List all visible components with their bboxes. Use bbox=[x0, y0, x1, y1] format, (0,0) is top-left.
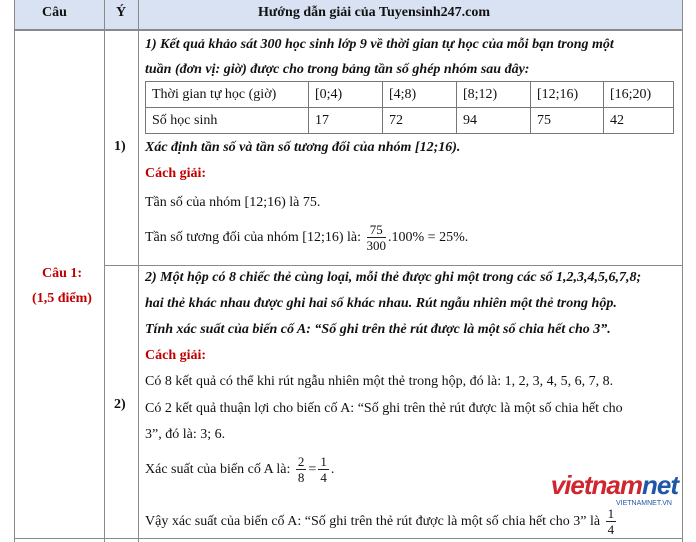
part1-answer-relative bbox=[145, 220, 468, 256]
header-guide: Hướng dẫn giải của Tuyensinh247.com bbox=[258, 5, 491, 20]
answer-text: Tần số tương đối của nhóm [12;16) là: bbox=[145, 230, 362, 245]
grid-line bbox=[104, 265, 683, 266]
grid-line bbox=[14, 538, 683, 539]
answer-text: . bbox=[330, 462, 335, 477]
table-cell: 42 bbox=[604, 108, 674, 134]
answer-text: Xác suất của biến cố A là: bbox=[145, 462, 291, 477]
part2-line: Có 8 kết quả có thể khi rút ngẫu nhiên một thẻ trong hộp, đó là: 1, 2, 3, 4, 5, 6, 7, 8. bbox=[145, 374, 614, 389]
part1-answer-frequency: Tần số của nhóm [12;16) là 75. bbox=[145, 195, 321, 210]
solution-label: Cách giải: bbox=[145, 166, 207, 181]
fraction-denominator: 4 bbox=[320, 470, 327, 486]
fraction-numerator: 2 bbox=[297, 454, 305, 470]
table-cell: [8;12) bbox=[457, 82, 531, 108]
part1-task: Xác định tần số và tần số tương đối của nhóm [12;16). bbox=[145, 140, 461, 155]
question-points: (1,5 điểm) bbox=[32, 291, 92, 306]
part2-prompt-cont: hai thẻ khác nhau được ghi hai số khác nhau. Rút ngẫu nhiên một thẻ trong hộp. bbox=[145, 296, 617, 311]
fraction-numerator: 75 bbox=[367, 222, 387, 238]
fraction-denominator: 4 bbox=[607, 522, 615, 537]
solution-label: Cách giải: bbox=[145, 348, 207, 363]
grid-line bbox=[138, 0, 139, 542]
table-cell: 72 bbox=[383, 108, 457, 134]
part2-prompt: 2) Một hộp có 8 chiếc thẻ cùng loại, mỗi thẻ được ghi một trong các số 1,2,3,4,5,6,7,8; bbox=[145, 270, 642, 285]
grid-line bbox=[682, 0, 683, 542]
table-cell: [4;8) bbox=[383, 82, 457, 108]
fraction-denominator: 300 bbox=[366, 238, 387, 254]
table-cell: Số học sinh bbox=[146, 108, 309, 134]
table-cell: [12;16) bbox=[531, 82, 604, 108]
part1-prompt-cont: tuần (đơn vị: giờ) được cho trong bảng tần số ghép nhóm sau đây: bbox=[145, 62, 530, 77]
equals-sign: = bbox=[308, 462, 317, 477]
logo-subtext: VIETNAMNET.VN bbox=[615, 500, 672, 507]
question-title: Câu 1: bbox=[41, 266, 83, 281]
fraction bbox=[606, 506, 617, 537]
header-part: Ý bbox=[116, 5, 127, 20]
answer-text: Vậy xác suất của biến cố A: “Số ghi trên thẻ rút được là một số chia hết cho 3” là bbox=[145, 514, 601, 529]
fraction bbox=[296, 454, 307, 485]
part-number-2: 2) bbox=[114, 397, 126, 412]
table-cell: Thời gian tự học (giờ) bbox=[146, 82, 309, 108]
fraction-numerator: 1 bbox=[320, 454, 327, 470]
part2-prompt-cont: Tính xác suất của biến cố A: “Số ghi trên thẻ rút được là một số chia hết cho 3”. bbox=[145, 322, 611, 337]
table-cell: 94 bbox=[457, 108, 531, 134]
table-cell: 75 bbox=[531, 108, 604, 134]
answer-text: .100% = 25%. bbox=[388, 230, 469, 245]
table-cell: [0;4) bbox=[309, 82, 383, 108]
part-number-1: 1) bbox=[114, 139, 126, 154]
part2-conclusion bbox=[145, 506, 618, 538]
table-row bbox=[146, 108, 674, 134]
table-cell: 17 bbox=[309, 108, 383, 134]
table-row bbox=[146, 82, 674, 108]
logo-text: vietnam bbox=[550, 470, 642, 500]
grid-line bbox=[14, 30, 683, 31]
fraction bbox=[318, 454, 329, 485]
part2-line: 3”, đó là: 3; 6. bbox=[145, 427, 226, 442]
logo-text: net bbox=[642, 470, 678, 500]
header-question: Câu bbox=[42, 5, 67, 20]
part1-prompt: 1) Kết quả khảo sát 300 học sinh lớp 9 về thời gian tự học của mỗi bạn trong một bbox=[145, 37, 614, 52]
part2-line: Có 2 kết quả thuận lợi cho biến cố A: “Số ghi trên thẻ rút được là một số chia hết cho bbox=[145, 401, 623, 416]
table-cell: [16;20) bbox=[604, 82, 674, 108]
part2-probability bbox=[145, 452, 334, 488]
fraction bbox=[367, 222, 387, 253]
fraction-numerator: 1 bbox=[607, 506, 615, 521]
frequency-table bbox=[145, 81, 674, 134]
vietnamnet-logo bbox=[551, 470, 678, 501]
fraction-denominator: 8 bbox=[297, 470, 305, 486]
